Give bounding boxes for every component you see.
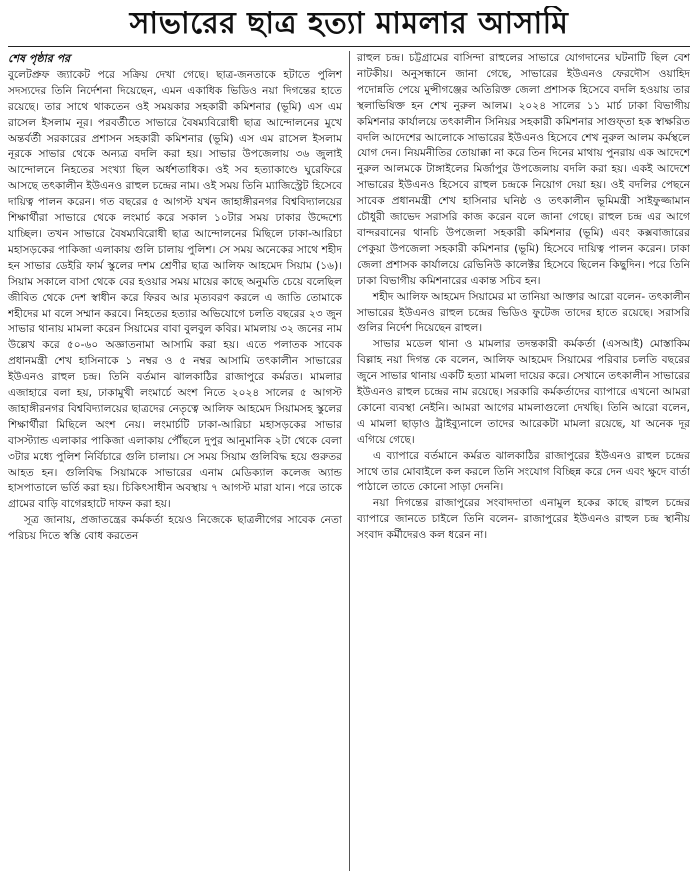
paragraph: সাভার মডেল থানা ও মামলার তদন্তকারী কর্মকর্তা (এসআই) মোস্তাকিম বিল্লাহ নয়া দিগন্ত কে বলেন, আলিফ আহমেদ সিয়ামের পরিবার চলতি বছরের জুনে সাভার থানায় একটি হত্যা মামলা দায়ের করে। সেখানে তৎকালীন সাভারের ইউএনও রাহুল চন্দ্রের নাম রয়েছে। সরকারি কর্মকর্তাদের ব্যাপারে এখনো আমরা কোনো ব্যবস্থা নেইনি। আমরা আগের মামলাগুলো দেখছি। তিনি আরো বলেন, এ মামলা ছাড়াও ট্রাইব্যুনালে তাদের আরেকটা মামলা রয়েছে, যা অনেক দূর এগিয়ে গেছে। [357,338,690,446]
article-body [8,51,690,871]
continuation-kicker: শেষ পৃষ্ঠার পর [8,52,71,65]
paragraph: এ ব্যাপারে বর্তমানে কর্মরত ঝালকাঠির রাজাপুরের ইউএনও রাহুল চন্দ্রের সাথে তার মোবাইলে কল করলে তিনি সংযোগ বিচ্ছিন্ন করে দেন এবং ক্ষুদে বার্তা পাঠালে তাতে কোনো সাড়া দেননি। [357,449,690,494]
paragraph: শহীদ আলিফ আহমেদ সিয়ামের মা তানিয়া আক্তার আরো বলেন- তৎকালীন সাভারের ইউএনও রাহুল চন্দ্রের ভিডিও ফুটেজ তাদের হাতে রয়েছে। সরাসরি গুলির নির্দেশ দিয়েছেন রাহুল। [357,290,690,335]
headline: সাভারের ছাত্র হত্যা মামলার আসামি [129,6,569,41]
headline-divider [8,46,690,47]
paragraph: রাহুল চন্দ্র। চট্টগ্রামের বাসিন্দা রাহুলের সাভারে যোগদানের ঘটনাটি ছিল বেশ নাটকীয়। অনুসন্ধানে জানা গেছে, সাভারের ইউএনও ফেরদৌস ওয়াহিদ পদোন্নতি পেয়ে মুন্সীগঞ্জের অতিরিক্ত জেলা প্রশাসক হিসেবে বদলি হওয়ায় তার স্থলাভিষিক্ত হন শেখ নুরুল আলম। ২০২৪ সালের ১১ মার্চ ঢাকা বিভাগীয় কমিশনার কার্যালয়ে তৎকালীন সিনিয়র সহকারী কমিশনার সাগুফ্তা হক স্বাক্ষরিত বদলি আদেশের আলোকে সাভারের ইউএনও হিসেবে শেখ নুরুল আলম কর্মস্থলে যোগ দেন। নিয়মনীতির তোয়াক্কা না করে তিন দিনের মাথায় পুনরায় এক আদেশে নুরুল আলমকে টাঙ্গাইলের মির্জাপুর উপজেলায় বদলি করা হয়। একই আদেশে সাভারের ইউএনও হিসেবে রাহুল চন্দ্রকে নিয়োগ দেয়া হয়। ওই বদলির পেছনে সাবেক প্রধানমন্ত্রী শেখ হাসিনার ঘনিষ্ঠ ও তৎকালীন ভূমিমন্ত্রী সাইফুজ্জামান চৌধুরী জাভেদ সরাসরি কাজ করেন বলে জানা গেছে। রাহুল চন্দ্র এর আগে বান্দরবানের থানচি উপজেলা সহকারী কমিশনার (ভূমি) এবং কক্সবাজারের পেকুয়া উপজেলা সহকারী কমিশনার (ভূমি) হিসেবে দায়িত্ব পালন করেন। ঢাকা জেলা প্রশাসক কার্যালয়ে রেভিনিউ কালেক্টর হিসেবে ছিলেন কিছুদিন। পরে তিনি ঢাকা বিভাগীয় কমিশনারের একান্ত সচিব হন। [357,52,690,287]
paragraph: বুলেটপ্রুফ জ্যাকেট পরে সক্রিয় দেখা গেছে। ছাত্র-জনতাকে হটাতে পুলিশ সদস্যদের তিনি নির্দেশনা দিয়েছেন, এমন একাধিক ভিডিও নয়া দিগন্তের হাতে রয়েছে। তার সাথে থাকতেন ওই সময়কার সহকারী কমিশনার (ভূমি) এস এম রাসেল ইসলাম নূর। পরবর্তীতে সাভারে বৈষম্যবিরোধী ছাত্র আন্দোলনের মুখে অন্তর্বর্তী সরকারের প্রশাসন সহকারী কমিশনার (ভূমি) এস এম রাসেল ইসলাম নূরকে সাভার থেকে অন্যত্র বদলি করা হয়। সাভার উপজেলায় ৩৬ জুলাই আন্দোলনে নিহতের সংখ্যা ছিল অর্ধশতাধিক। ওই সব হত্যাকাণ্ডে ঘুরেফিরে আসছে তৎকালীন ইউএনও রাহুল চন্দ্রের নাম। ওই সময় তিনি ম্যাজিস্ট্রেট হিসেবে দায়িত্ব পালন করেন। গত বছরের ৫ আগস্ট যখন জাহাঙ্গীরনগর বিশ্ববিদ্যালয়ের শিক্ষার্থীরা সাভারে থেকে লংমার্চ করে সকাল ১০টার সময় ঢাকার উদ্দেশ্যে যাচ্ছিল। তখন সাভারে বৈষম্যবিরোধী ছাত্র আন্দোলনের মিছিলে ঢাকা-আরিচা মহাসড়কের পাকিজা এলাকায় গুলি চালায় পুলিশ। সে সময় অনেকের সাথে শহীদ হন সাভার ডেইরি ফার্ম স্কুলের দশম শ্রেণীর ছাত্র আলিফ আহমেদ সিয়াম (১৬)। সিয়াম সকালে বাসা থেকে বের হওয়ার সময় মায়ের কাছে অনুমতি চেয়ে বলেছিল জীবিত থেকে দেশ স্বাধীন করে ফিরব আর মৃত্যবরণ করলে এ জাতি তোমাকে শহীদের মা বলে সম্মান করবে। নিহতের হত্যার অভিযোগে চলতি বছরের ২৩ জুন সাভার থানায় মামলা করেন সিয়ামের বাবা বুলবুল কবির। মামলায় ৩২ জনের নাম উল্লেখ করে ৫০-৬০ অজ্ঞাতনামা আসামি করা হয়। এতে পলাতক সাবেক প্রধানমন্ত্রী শেখ হাসিনাকে ১ নম্বর ও ৫ নম্বর আসামি তৎকালীন সাভারের ইউএনও রাহুল চন্দ্র। তিনি বর্তমান ঝালকাঠির রাজাপুরে কর্মরত। মামলার এজাহারে বলা হয়, ঢাকামুখী লংমার্চে অংশ নিতে ২০২৪ সালের ৫ আগস্ট জাহাঙ্গীরনগর বিশ্ববিদ্যালয়ের ছাত্রদের নেতৃত্বে আলিফ আহমেদ সিয়ামসহ স্কুলের শিক্ষার্থীরা মিছিলে অংশ নেয়। লংমার্চটি ঢাকা-আরিচা মহাসড়কের সাভার বাসস্ট্যান্ড এলাকার পাকিজা এলাকায় পৌঁছলে দুপুর আনুমানিক ২টা থেকে বেলা ৩টার মধ্যে পুলিশ নির্বিচারে গুলি চালায়। সে সময় সিয়াম গুলিবিদ্ধ হয়ে গুরুতর আহত হন। গুলিবিদ্ধ সিয়ামকে সাভারের এনাম মেডিক্যাল কলেজ অ্যান্ড হাসপাতালে ভর্তি করা হয়। চিকিৎসাধীন অবস্থায় ৭ আগস্ট মারা যান। পরে তাকে গ্রামের বাড়ি বাগেরহাটে দাফন করা হয়। [8,68,342,511]
right-column [349,51,690,871]
paragraph: সূত্র জানায়, প্রজাতন্ত্রের কর্মকর্তা হয়েও নিজেকে ছাত্রলীগের সাবেক নেতা পরিচয় দিতে স্বস্তি বোধ করতেন [8,514,342,543]
paragraph: নয়া দিগন্তের রাজাপুরের সংবাদদাতা এনামুল হকের কাছে রাহুল চন্দ্রের ব্যাপারে জানতে চাইলে তিনি বলেন- রাজাপুরের ইউএনও রাহুল চন্দ্র স্থানীয় সংবাদ কর্মীদেরও কল ধরেন না। [357,497,690,542]
left-column [8,51,349,871]
